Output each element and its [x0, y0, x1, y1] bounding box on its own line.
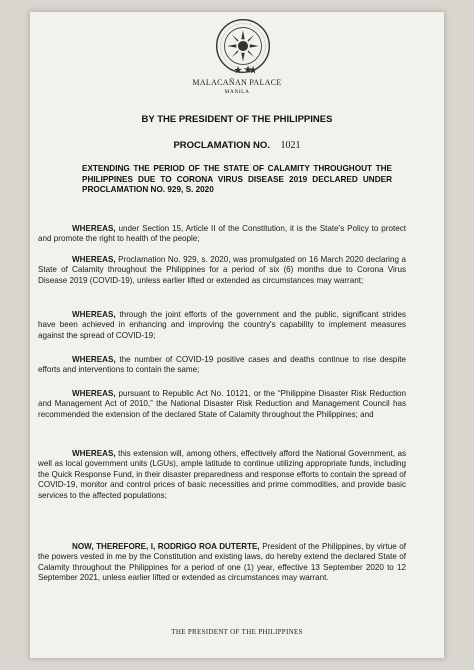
paragraph-text: under Section 15, Article II of the Constitution, it is the State's Policy to protect and promote the right to health of the people; [38, 224, 406, 244]
paragraph-lead: WHEREAS, [72, 255, 116, 264]
paragraph-7 [38, 542, 406, 584]
paragraph-lead: WHEREAS, [72, 449, 116, 458]
document-page [30, 12, 444, 658]
palace-name: MALACAÑAN PALACE [192, 78, 282, 87]
proclamation-subject: EXTENDING THE PERIOD OF THE STATE OF CALAMITY THROUGHOUT THE PHILIPPINES DUE TO CORONA VIRUS DISEASE 2019 DECLARED UNDER PROCLAMATION NO. 929, S. 2020 [82, 164, 392, 194]
paragraph-6 [38, 449, 406, 501]
paragraph-1 [38, 224, 406, 245]
proclamation-number: 1021 [280, 140, 301, 151]
signature-block: THE PRESIDENT OF THE PHILIPPINES [171, 628, 303, 636]
paragraph-text: this extension will, among others, effectively afford the National Government, as well as local government units (LGUs), ample latitude to continue utilizing appropriate funds, including the Quick Response Fund, in their disaster preparedness and response efforts to contain the spread of COVID-19, monitor and control prices of basic necessities and prime commodities, and provide basic services to the affected populations; [38, 449, 406, 500]
paragraph-text: pursuant to Republic Act No. 10121, or the “Philippine Disaster Risk Reduction and Management Act of 2010,” the National Disaster Risk Reduction and Management Council has recommended the extension of the declared State of Calamity throughout the Philippines; and [38, 389, 406, 419]
paragraph-lead: WHEREAS, [72, 224, 116, 233]
proclamation-label: PROCLAMATION NO. [173, 140, 270, 151]
paragraph-lead: NOW, THEREFORE, I, RODRIGO ROA DUTERTE, [72, 542, 260, 551]
paragraph-text: through the joint efforts of the government and the public, significant strides have been achieved in enhancing and improving the country's capability to implement measures against the spread of COVID-19; [38, 310, 406, 340]
presidential-seal-icon [215, 18, 271, 74]
by-line: BY THE PRESIDENT OF THE PHILIPPINES [141, 114, 333, 125]
paragraph-text: President of the Philippines, by virtue of the powers vested in me by the Constitution and existing laws, do hereby extend the declared State of Calamity throughout the Philippines for a period of one (1) year, effective 13 September 2020 to 12 September 2021, unless earlier lifted or extended as circumstances may warrant. [38, 542, 406, 583]
proclamation-heading [30, 140, 444, 151]
paragraph-5 [38, 389, 406, 420]
paragraph-text: Proclamation No. 929, s. 2020, was promulgated on 16 March 2020 declaring a State of Calamity throughout the Philippines for a period of six (6) months due to Corona Virus Disease 2019 (COVID-19), unless earlier lifted or extended as circumstances may warrant; [38, 255, 406, 285]
paragraph-lead: WHEREAS, [72, 389, 116, 398]
paragraph-lead: WHEREAS, [72, 355, 116, 364]
paragraph-2 [38, 255, 406, 286]
palace-city: MANILA [224, 89, 250, 95]
paragraph-4 [38, 355, 406, 376]
paragraph-3 [38, 310, 406, 341]
paragraph-text: the number of COVID-19 positive cases and deaths continue to rise despite efforts and interventions to contain the same; [38, 355, 406, 375]
paragraph-lead: WHEREAS, [72, 310, 116, 319]
